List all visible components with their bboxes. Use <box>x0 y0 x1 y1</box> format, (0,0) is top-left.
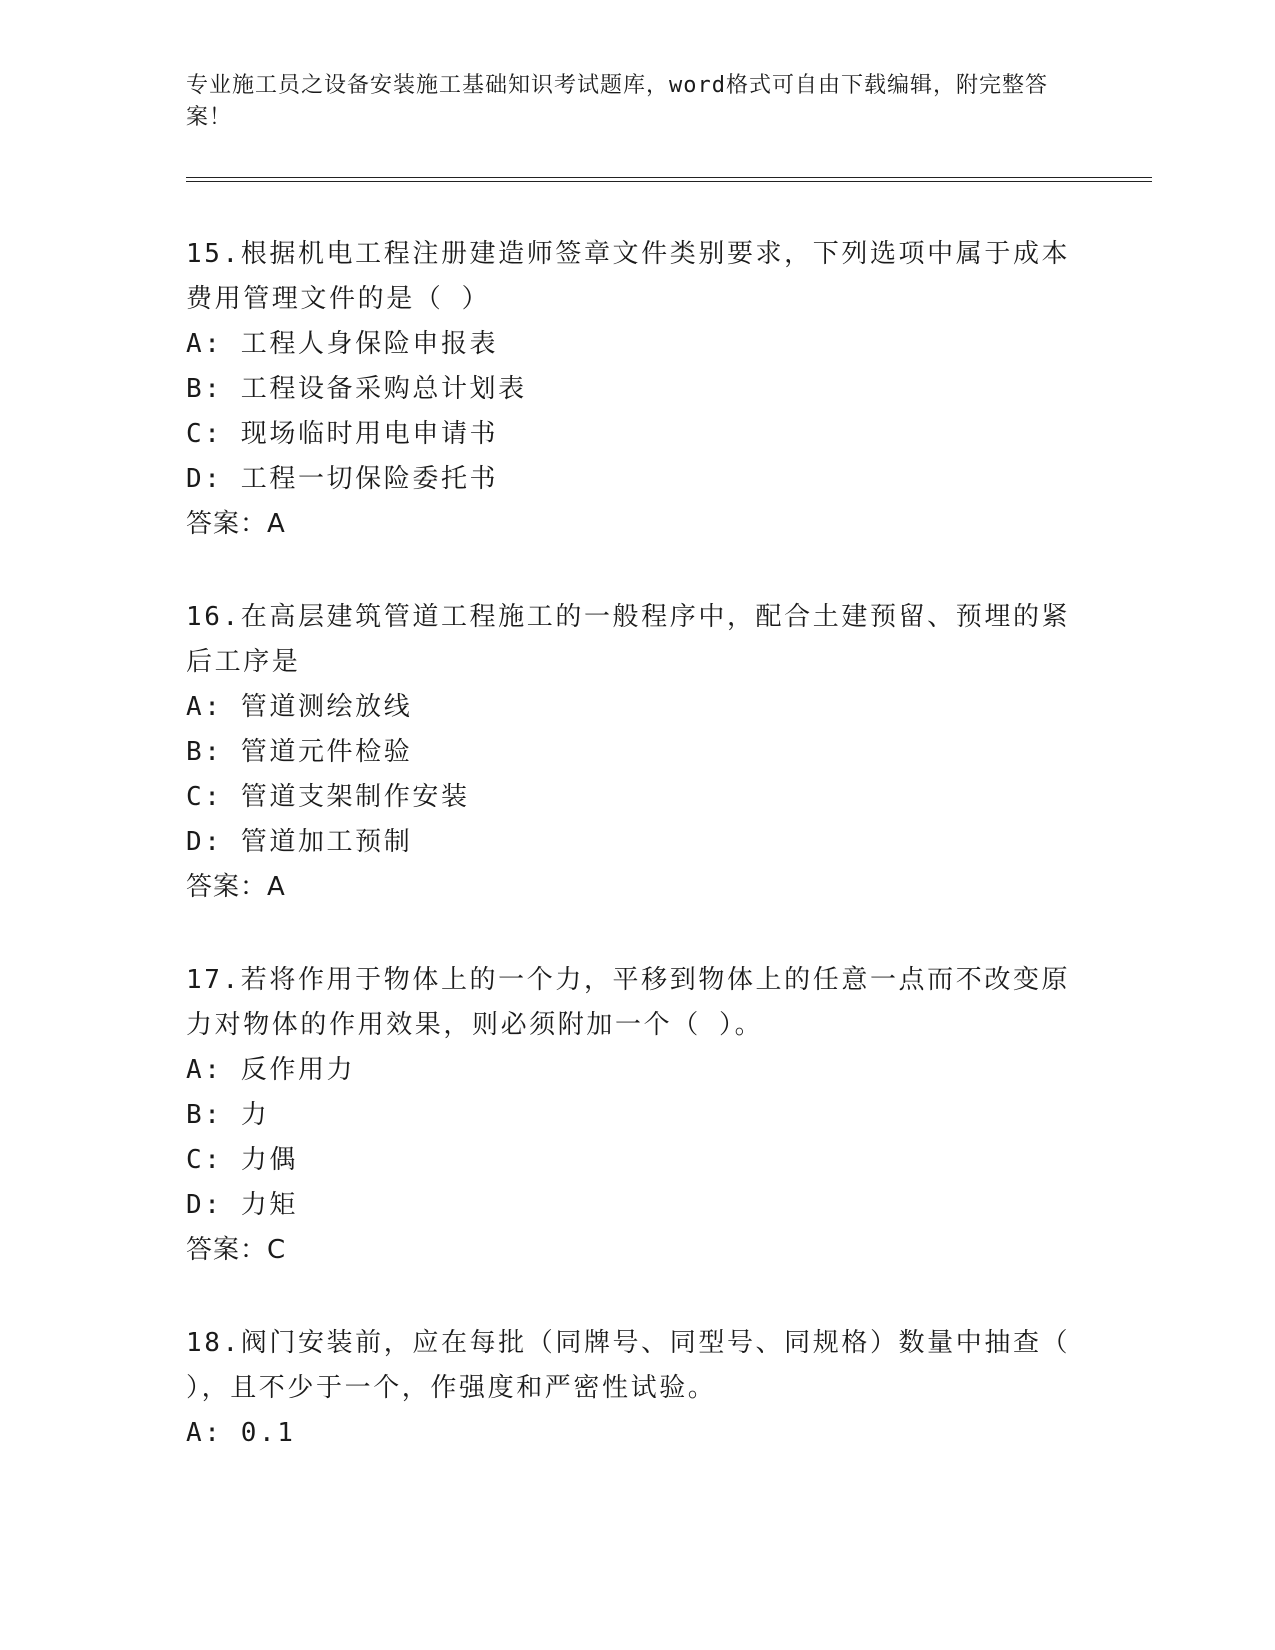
option-d: D: 管道加工预制 <box>186 827 413 857</box>
question-16 <box>186 595 1086 910</box>
header-double-rule <box>186 177 1152 182</box>
answer-line: 答案：A <box>186 872 286 902</box>
option-b: B: 力 <box>186 1100 270 1130</box>
answer-line: 答案：C <box>186 1235 287 1265</box>
document-header-text: 专业施工员之设备安装施工基础知识考试题库，word格式可自由下载编辑，附完整答案！ <box>186 73 1048 130</box>
question-15 <box>186 232 1086 547</box>
question-18 <box>186 1321 1086 1456</box>
option-b: B: 工程设备采购总计划表 <box>186 374 527 404</box>
option-a: A: 0.1 <box>186 1418 296 1448</box>
question-stem: 15.根据机电工程注册建造师签章文件类别要求，下列选项中属于成本费用管理文件的是（ ） <box>186 239 1071 314</box>
question-17 <box>186 958 1086 1273</box>
question-list <box>186 232 1086 1504</box>
question-stem: 18.阀门安装前，应在每批（同牌号、同型号、同规格）数量中抽查（ ），且不少于一个，作强度和严密性试验。 <box>186 1328 1071 1403</box>
option-d: D: 工程一切保险委托书 <box>186 464 499 494</box>
question-stem: 16.在高层建筑管道工程施工的一般程序中，配合土建预留、预埋的紧后工序是 <box>186 602 1071 677</box>
answer-line: 答案：A <box>186 509 286 539</box>
option-b: B: 管道元件检验 <box>186 737 413 767</box>
option-d: D: 力矩 <box>186 1190 298 1220</box>
option-c: C: 现场临时用电申请书 <box>186 419 499 449</box>
option-c: C: 力偶 <box>186 1145 298 1175</box>
question-stem: 17.若将作用于物体上的一个力，平移到物体上的任意一点而不改变原力对物体的作用效果，则必须附加一个（ ）。 <box>186 965 1071 1040</box>
option-a: A: 管道测绘放线 <box>186 692 413 722</box>
option-c: C: 管道支架制作安装 <box>186 782 470 812</box>
option-a: A: 反作用力 <box>186 1055 356 1085</box>
option-a: A: 工程人身保险申报表 <box>186 329 499 359</box>
